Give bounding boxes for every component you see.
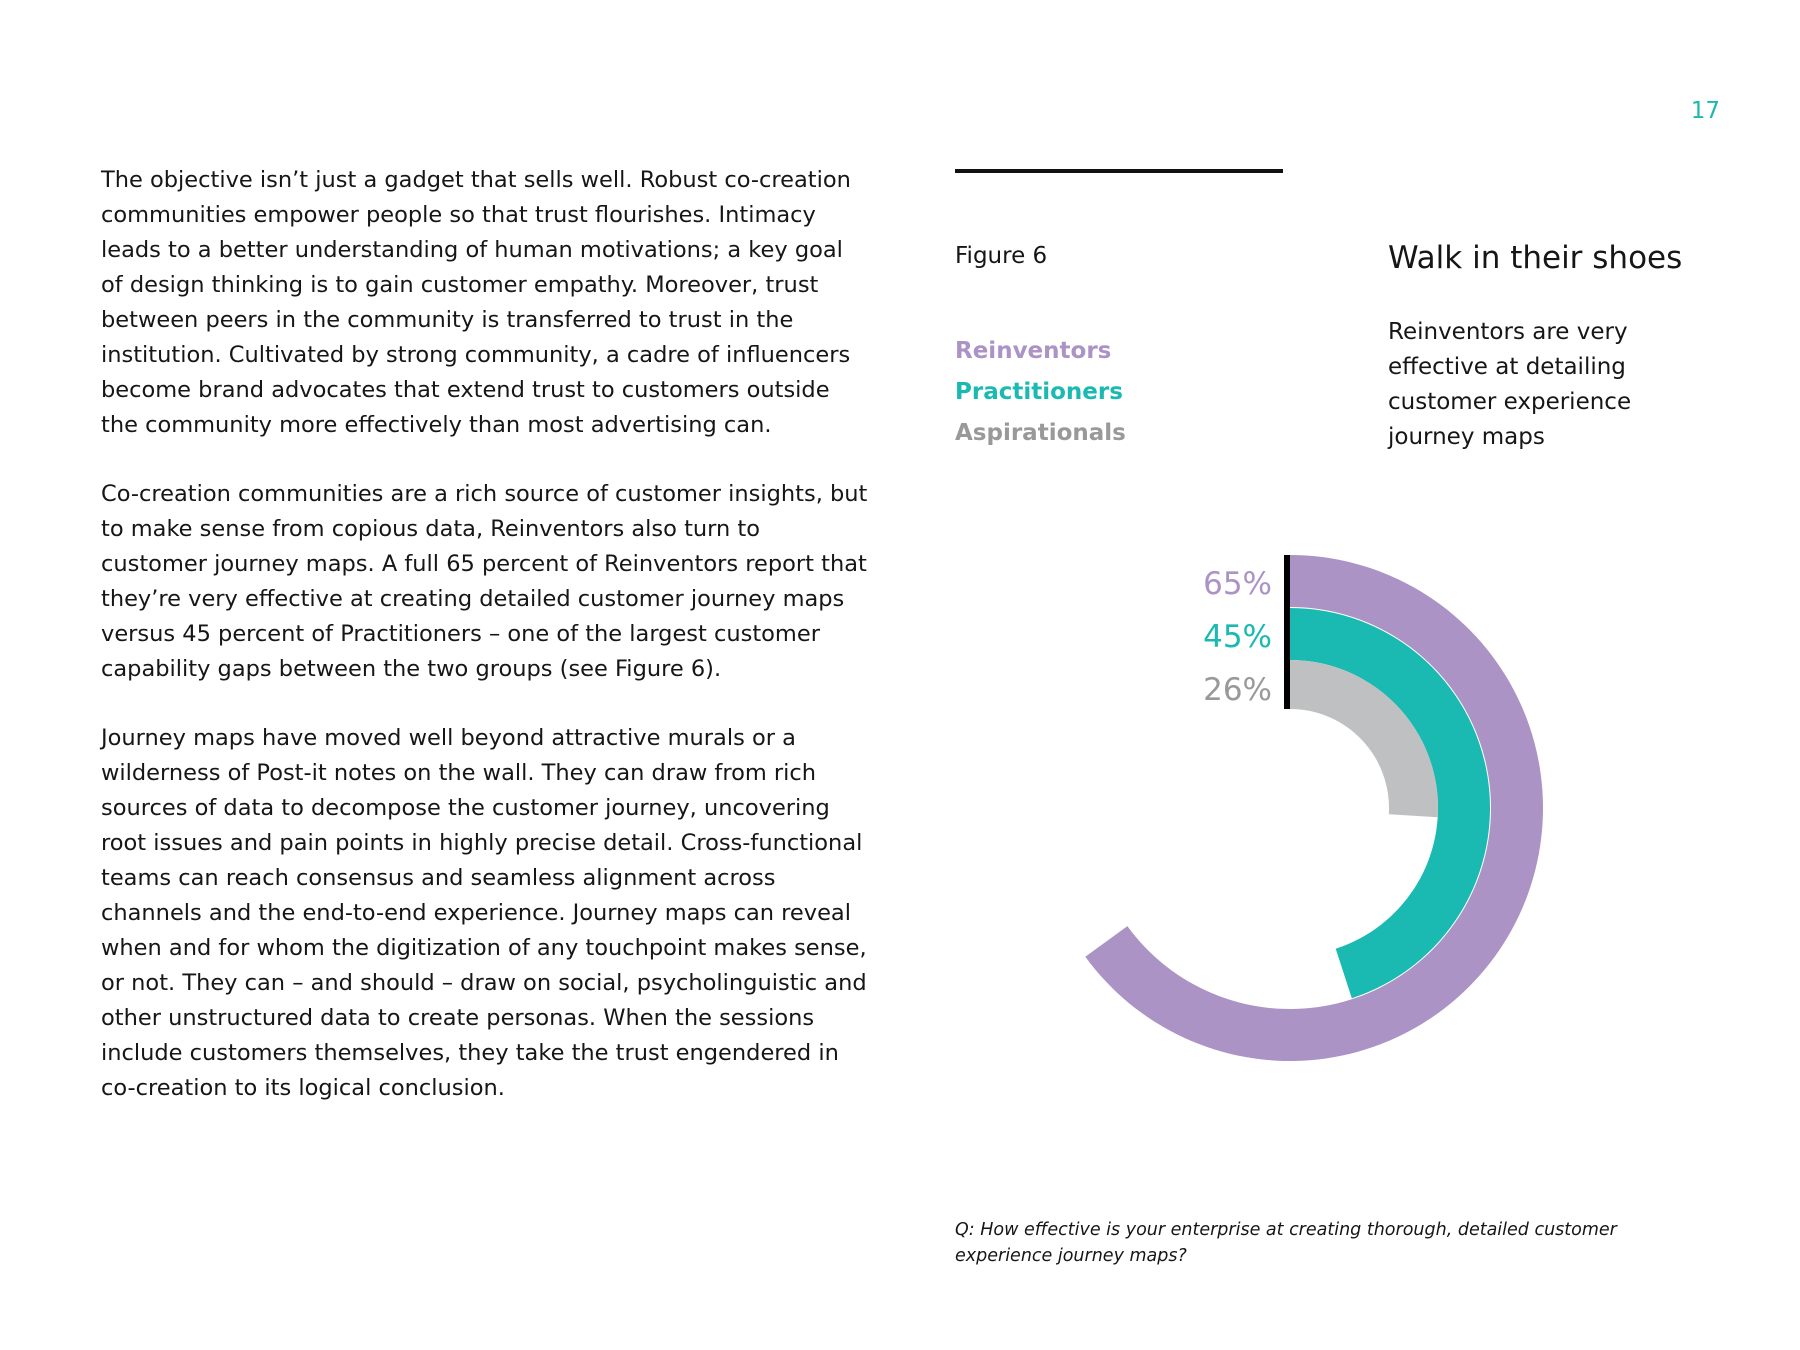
- figure-label: Figure 6: [955, 243, 1048, 269]
- figure-description: Reinventors are very effective at detailing customer experience journey maps: [1388, 319, 1632, 450]
- legend-item-reinventors: Reinventors: [955, 338, 1112, 364]
- page-number: 17: [1690, 98, 1720, 124]
- body-paragraph: The objective isn’t just a gadget that sells well. Robust co-creation communities empower people so that trust flourishes. Intimacy leads to a better understanding of human motivations; a key goal of design thinking is to gain customer empathy. Moreover, trust between peers in the community is transferred to trust in the institution. Cultivated by strong community, a cadre of influencers become brand advocates that extend trust to customers outside the community more effectively than most advertising can.: [101, 167, 851, 438]
- body-paragraph: Journey maps have moved well beyond attractive murals or a wilderness of Post-it notes on the wall. They can draw from rich sources of data to decompose the customer journey, uncovering root issues and pain points in highly precise detail. Cross-functional teams can reach consensus and seamless alignment across channels and the end-to-end experience. Journey maps can reveal when and for whom the digitization of any touchpoint makes sense, or not. They can – and should – draw on social, psycholinguistic and other unstructured data to create personas. When the sessions include customers themselves, they take the trust engendered in co-creation to its logical conclusion.: [101, 725, 867, 1101]
- chart-legend: [955, 331, 1126, 454]
- body-paragraph: Co-creation communities are a rich source of customer insights, but to make sense from copious data, Reinventors also turn to customer journey maps. A full 65 percent of Reinventors report that they’re very effective at creating detailed customer journey maps versus 45 percent of Practitioners – one of the largest customer capability gaps between the two groups (see Figure 6).: [101, 481, 868, 682]
- legend-item-practitioners: Practitioners: [955, 379, 1123, 405]
- legend-item-aspirationals: Aspirationals: [955, 420, 1126, 446]
- chart-value-label-practitioners: 45%: [1203, 619, 1272, 655]
- figure-title: Walk in their shoes: [1388, 240, 1683, 276]
- radial-bar-chart: [1000, 520, 1560, 1080]
- body-text: [101, 163, 871, 1140]
- figure-rule: [955, 169, 1283, 173]
- survey-question: Q: How effective is your enterprise at creating thorough, detailed customer experience journey maps?: [955, 1220, 1617, 1266]
- chart-value-label-reinventors: 65%: [1203, 566, 1272, 602]
- chart-value-label-aspirationals: 26%: [1203, 672, 1272, 708]
